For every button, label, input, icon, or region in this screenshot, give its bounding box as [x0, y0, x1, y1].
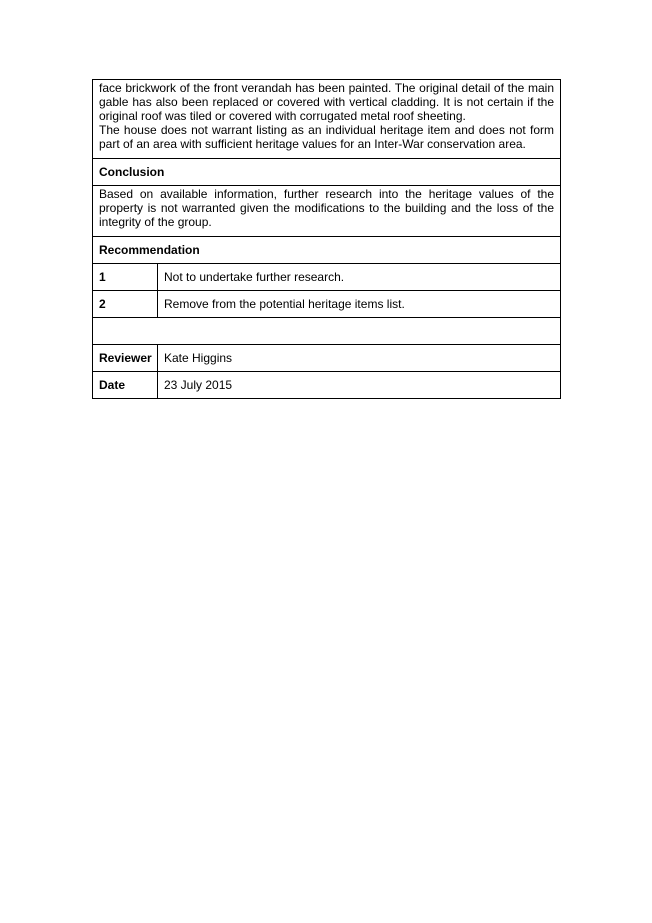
- recommendation-heading-row: [93, 237, 561, 264]
- conclusion-heading: Conclusion: [93, 159, 561, 186]
- assessment-paragraph-2: The house does not warrant listing as an individual heritage item and does not form part of an area with sufficient heritage values for an Inter-War conservation area.: [99, 123, 554, 151]
- conclusion-heading-row: [93, 159, 561, 186]
- blank-cell: [93, 318, 561, 345]
- assessment-paragraph-1: face brickwork of the front verandah has been painted. The original detail of the main gable has also been replaced or covered with vertical cladding. It is not certain if the original roof was tiled or covered with corrugated metal roof sheeting.: [99, 81, 554, 123]
- recommendation-item-number: 1: [93, 264, 158, 291]
- assessment-row: [93, 80, 561, 159]
- recommendation-item-number: 2: [93, 291, 158, 318]
- reviewer-row: [93, 345, 561, 372]
- reviewer-value: Kate Higgins: [158, 345, 561, 372]
- blank-row: [93, 318, 561, 345]
- recommendation-item-row: [93, 291, 561, 318]
- date-row: [93, 372, 561, 399]
- reviewer-label: Reviewer: [93, 345, 158, 372]
- recommendation-heading: Recommendation: [93, 237, 561, 264]
- conclusion-text-row: [93, 186, 561, 237]
- recommendation-item-row: [93, 264, 561, 291]
- heritage-assessment-table: [92, 79, 561, 399]
- recommendation-item-text: Not to undertake further research.: [158, 264, 561, 291]
- date-label: Date: [93, 372, 158, 399]
- conclusion-text-cell: [93, 186, 561, 237]
- date-value: 23 July 2015: [158, 372, 561, 399]
- assessment-text-cell: [93, 80, 561, 159]
- conclusion-text: Based on available information, further research into the heritage values of the property is not warranted given the modifications to the building and the loss of the integrity of the group.: [99, 187, 554, 229]
- recommendation-item-text: Remove from the potential heritage items list.: [158, 291, 561, 318]
